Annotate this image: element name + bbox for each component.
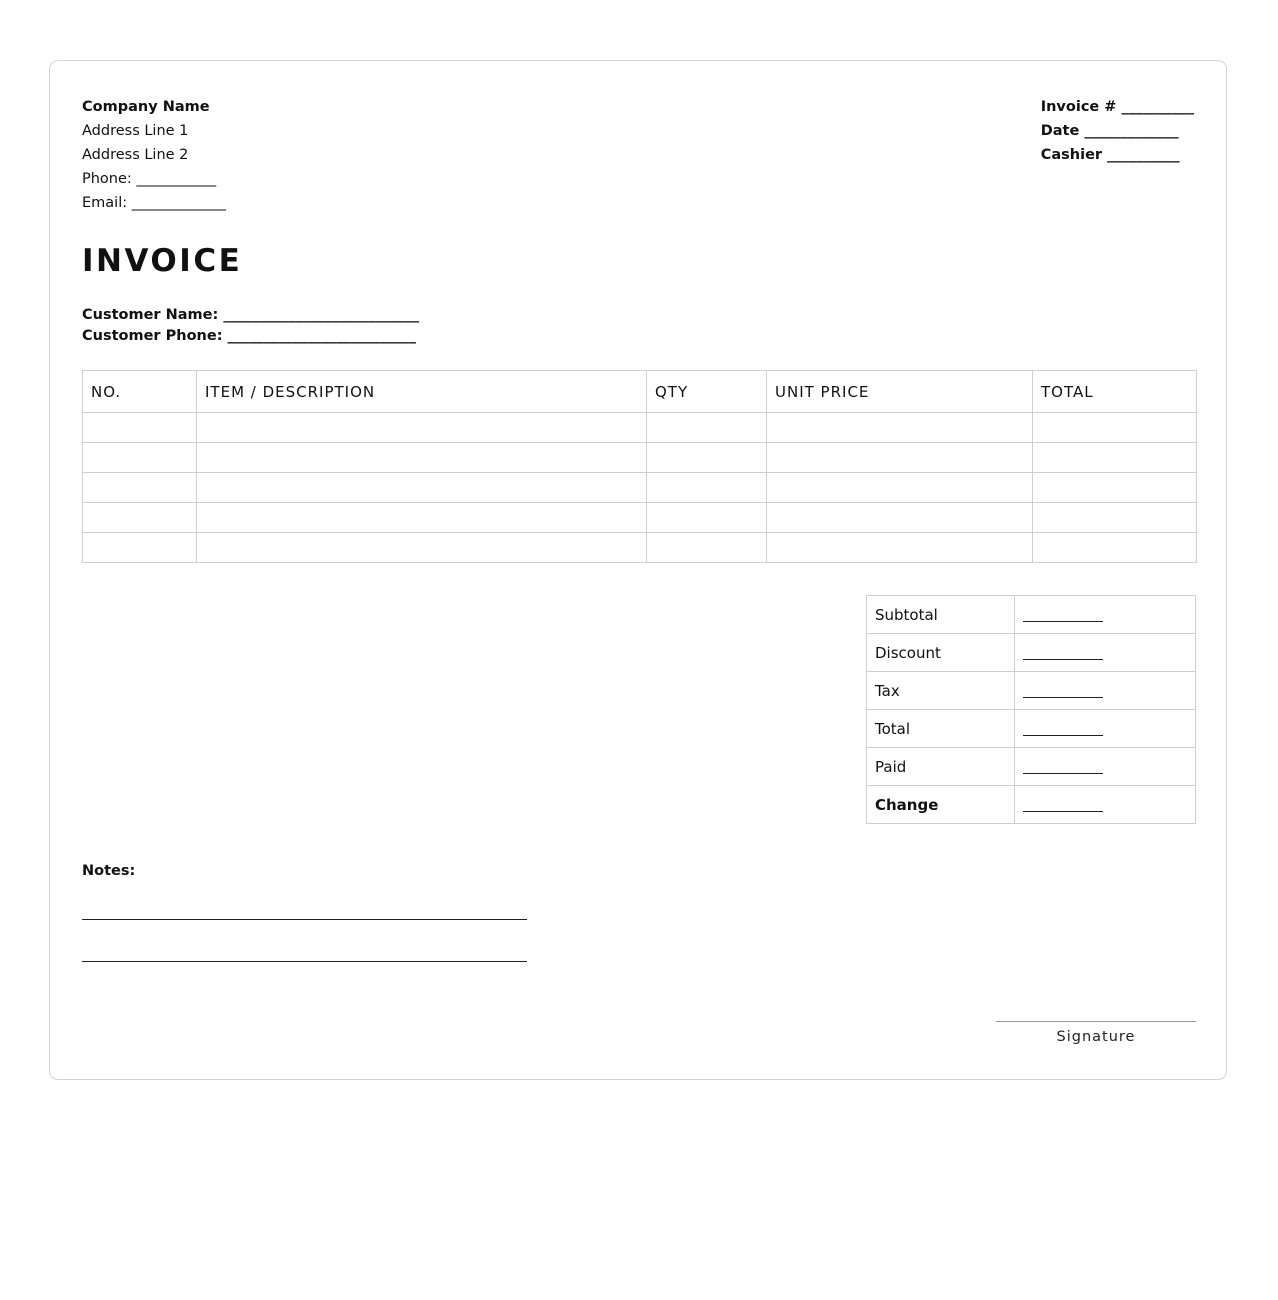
items-table-body: [83, 413, 1197, 563]
column-header-qty: QTY: [647, 371, 767, 413]
cell-item-description[interactable]: [197, 533, 647, 563]
cell-qty[interactable]: [647, 473, 767, 503]
totals-value-blank[interactable]: [1015, 596, 1196, 634]
totals-value-blank[interactable]: [1015, 710, 1196, 748]
totals-label: Total: [867, 710, 1015, 748]
items-table: [82, 370, 1197, 563]
totals-label: Change: [867, 786, 1015, 824]
customer-name-field: Customer Name: ___________________________: [82, 307, 420, 323]
customer-phone-field: Customer Phone: __________________________: [82, 328, 417, 344]
totals-label: Discount: [867, 634, 1015, 672]
cell-total[interactable]: [1033, 443, 1197, 473]
customer-block: [82, 305, 419, 347]
table-row: [83, 503, 1197, 533]
blank-line: [1023, 798, 1103, 812]
cell-total[interactable]: [1033, 533, 1197, 563]
blank-line: [1023, 608, 1103, 622]
totals-value-blank[interactable]: [1015, 634, 1196, 672]
table-row: [83, 473, 1197, 503]
cell-unit-price[interactable]: [767, 473, 1033, 503]
cell-qty[interactable]: [647, 503, 767, 533]
column-header-no: NO.: [83, 371, 197, 413]
blank-line: [1023, 722, 1103, 736]
totals-row: [867, 786, 1196, 824]
table-row: [83, 533, 1197, 563]
invoice-date-field: Date _____________: [1040, 123, 1179, 139]
totals-label: Subtotal: [867, 596, 1015, 634]
cell-total[interactable]: [1033, 503, 1197, 533]
totals-table: [866, 595, 1196, 824]
totals-value-blank[interactable]: [1015, 748, 1196, 786]
totals-value-blank[interactable]: [1015, 672, 1196, 710]
signature-line[interactable]: [996, 1021, 1196, 1022]
blank-line: [1023, 684, 1103, 698]
column-header-unit-price: UNIT PRICE: [767, 371, 1033, 413]
cell-item-description[interactable]: [197, 443, 647, 473]
column-header-total: TOTAL: [1033, 371, 1197, 413]
company-email: Email: _____________: [82, 195, 226, 211]
notes-line-1[interactable]: [82, 919, 527, 920]
cell-item-description[interactable]: [197, 473, 647, 503]
invoice-title: INVOICE: [82, 243, 243, 279]
blank-line: [1023, 760, 1103, 774]
cell-qty[interactable]: [647, 413, 767, 443]
blank-line: [1023, 646, 1103, 660]
cell-no[interactable]: [83, 443, 197, 473]
cell-unit-price[interactable]: [767, 443, 1033, 473]
notes-line-2[interactable]: [82, 961, 527, 962]
cell-no[interactable]: [83, 473, 197, 503]
totals-label: Tax: [867, 672, 1015, 710]
company-address-line-1: Address Line 1: [82, 123, 189, 139]
cell-item-description[interactable]: [197, 503, 647, 533]
cell-no[interactable]: [83, 413, 197, 443]
invoice-cashier-field: Cashier __________: [1040, 147, 1180, 163]
totals-value-blank[interactable]: [1015, 786, 1196, 824]
table-row: [83, 413, 1197, 443]
cell-unit-price[interactable]: [767, 413, 1033, 443]
cell-unit-price[interactable]: [767, 533, 1033, 563]
totals-row: [867, 634, 1196, 672]
company-name: Company Name: [82, 99, 210, 115]
notes-label: Notes:: [82, 863, 136, 879]
totals-label: Paid: [867, 748, 1015, 786]
table-row: [83, 443, 1197, 473]
cell-no[interactable]: [83, 533, 197, 563]
company-phone: Phone: ___________: [82, 171, 217, 187]
cell-total[interactable]: [1033, 473, 1197, 503]
invoice-meta-block: [1041, 95, 1194, 167]
invoice-number-field: Invoice # __________: [1040, 99, 1194, 115]
totals-row: [867, 596, 1196, 634]
cell-qty[interactable]: [647, 443, 767, 473]
totals-row: [867, 710, 1196, 748]
totals-row: [867, 748, 1196, 786]
company-block: [82, 95, 226, 215]
cell-qty[interactable]: [647, 533, 767, 563]
cell-total[interactable]: [1033, 413, 1197, 443]
signature-label: Signature: [1056, 1029, 1136, 1045]
invoice-card: [49, 60, 1227, 1080]
totals-row: [867, 672, 1196, 710]
items-table-header-row: [83, 371, 1197, 413]
company-address-line-2: Address Line 2: [82, 147, 189, 163]
column-header-item-description: ITEM / DESCRIPTION: [197, 371, 647, 413]
cell-no[interactable]: [83, 503, 197, 533]
cell-item-description[interactable]: [197, 413, 647, 443]
cell-unit-price[interactable]: [767, 503, 1033, 533]
